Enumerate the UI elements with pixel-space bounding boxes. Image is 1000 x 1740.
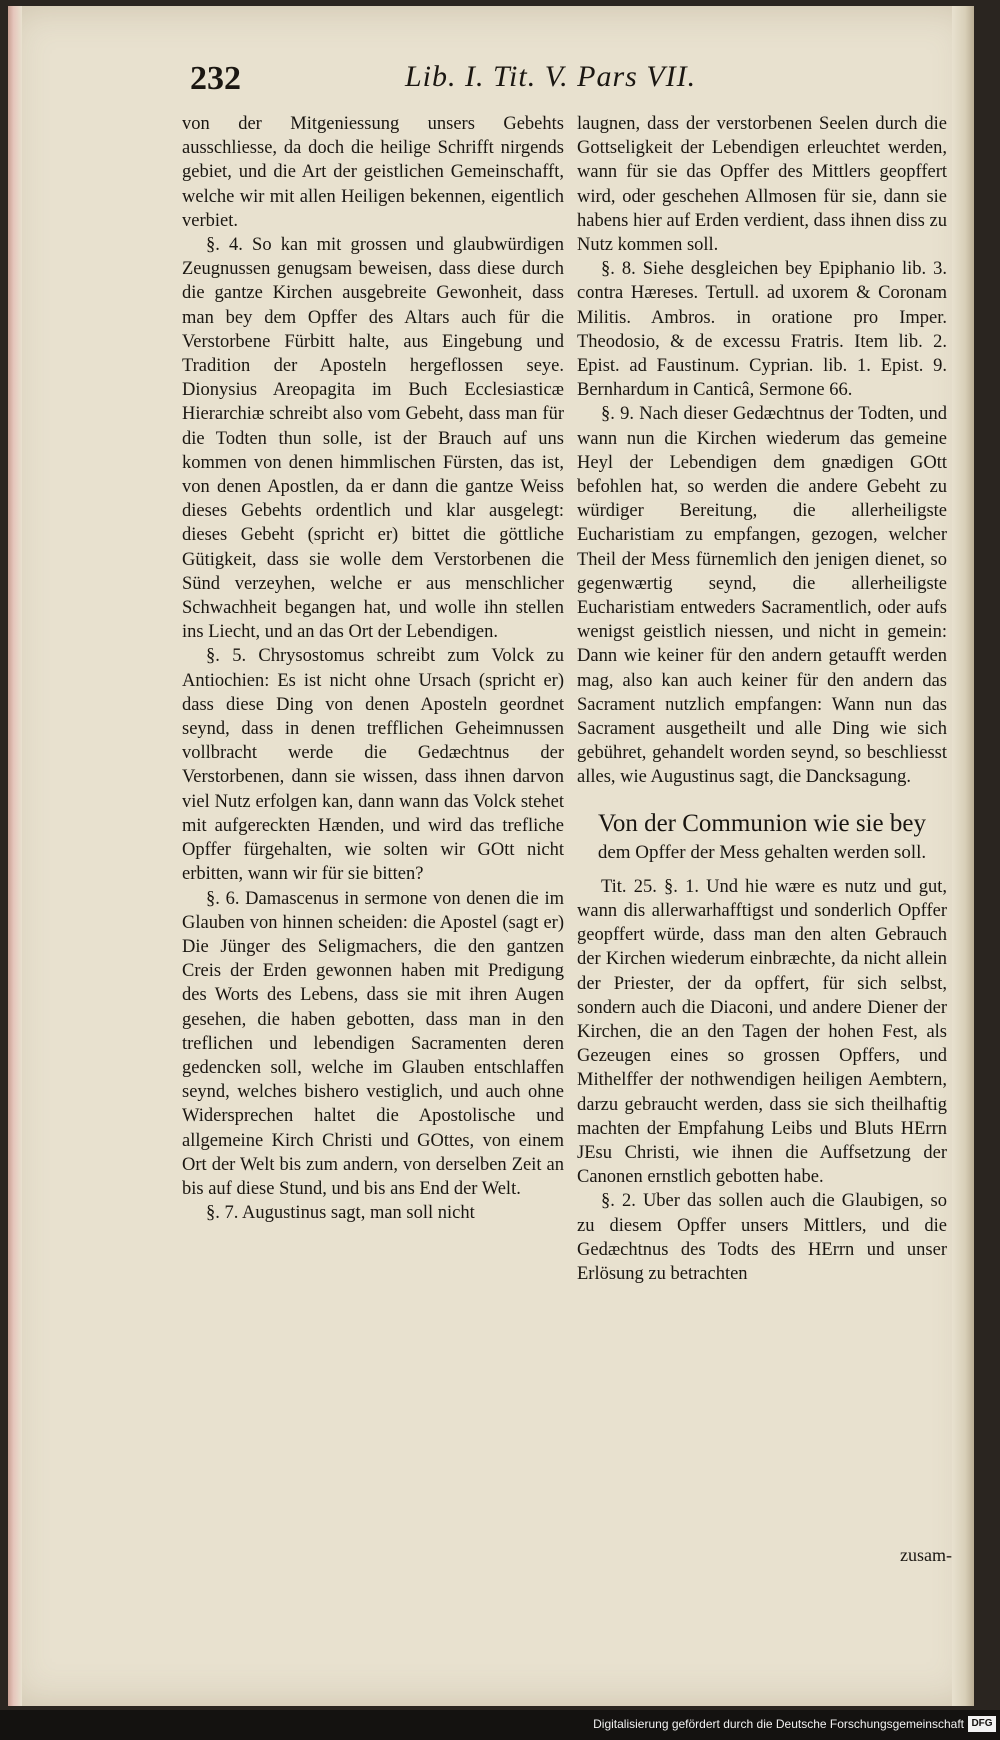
right-column xyxy=(577,112,947,1286)
dfg-logo-icon: DFG xyxy=(968,1716,996,1732)
paragraph: von der Mitgeniessung unsers Gebehts ausschliesse, da doch die heilige Schrifft nirgends gebiet, und die Art der geistlichen Gemeinschafft, welche wir mit allen Heiligen bekennen, eigentlich verbiet. xyxy=(182,114,564,231)
paragraph: Tit. 25. §. 1. Und hie wære es nutz und gut, wann dis allerwarhafftigst und sonderlich Opffer geopffert würde, dass man den alten Gebrauch der Kirchen wiederum einbræchte, da nicht allein der Priester, der da opffert, für sich selbst, sondern auch die Diaconi, und andere Diener der Kirchen, die an den Tagen der hohen Fest, als Gezeugen eines so grossen Opffers, und Mithelffer der nothwendigen heiligen Aembtern, darzu gebraucht werden, dass sie sich theilhaftig machten der Empfahung Leibs und Bluts HErrn JEsu Christi, wie ihnen die Auffsetzung der Canonen ernstlich gebotten habe. xyxy=(577,876,947,1188)
page-header xyxy=(190,60,950,106)
paragraph: §. 8. Siehe desgleichen bey Epiphanio lib. 3. contra Hæreses. Tertull. ad uxorem & Coronam Militis. Ambros. in oratione pro Imper. Theodosio, & de excessu Fratris. Item lib. 2. Epist. ad Faustinum. Cyprian. lib. 1. Epist. 9. Bernhardum in Canticâ, Sermone 66. xyxy=(577,259,947,401)
paragraph: §. 4. So kan mit grossen und glaubwürdigen Zeugnussen genugsam beweisen, dass diese durch die gantze Kirchen ausgebreite Gewonheit, dass man bey dem Opffer des Altars auch für die Verstorbene Fürbitt halte, aus Eingebung und Tradition der Aposteln hergeflossen seye. Dionysius Areopagita im Buch Ecclesiasticæ Hierarchiæ schreibt also vom Gebeht, dass man für die Todten thun solle, ist der Brauch auf uns kommen von denen himmlischen Fürsten, das ist, von denen Apostlen, da er dann die gantze Weiss dieses Gebehts ordentlich und klar ausgelegt: dieses Gebeht (spricht er) bittet die göttliche Gütigkeit, dass sie wolle dem Verstorbenen die Sünd verzeyhen, welche er aus menschlicher Schwachheit begangen hat, und wolle ihn stellen ins Liecht, und an das Ort der Lebendigen. xyxy=(182,235,564,643)
paragraph: §. 6. Damascenus in sermone von denen die im Glauben von hinnen scheiden: die Apostel (sagt er) Die Jünger des Seligmachers, die den gantzen Creis der Erden gewonnen haben mit Predigung des Worts des Lebens, dass sie mit ihren Augen gesehen, die haben gebotten, dass man in den treflichen und lebendigen Sacramenten deren gedencken soll, welche im Glauben entschlaffen seynd, welches bishero vestiglich, und auch ohne Widersprechen haltet die Apostolische und allgemeine Kirch Christi und GOttes, von einem Ort der Welt bis zum andern, von derselben Zeit an bis auf diese Stund, und bis ans End der Welt. xyxy=(182,888,564,1199)
catchword: zusam- xyxy=(900,1545,952,1565)
section-heading-line1: Von der Communion wie sie bey xyxy=(598,809,926,837)
footer-credit: Digitalisierung gefördert durch die Deutsche Forschungsgemeinschaft xyxy=(593,1717,964,1731)
footer-bar xyxy=(0,1710,1000,1740)
page-edge-right xyxy=(952,6,974,1706)
page-edge-left xyxy=(8,6,22,1706)
paragraph: §. 7. Augustinus sagt, man soll nicht xyxy=(206,1203,475,1224)
paragraph: §. 5. Chrysostomus schreibt zum Volck zu Antiochien: Es ist nicht ohne Ursach (spricht er) dass diese Ding von denen Aposteln geordnet seynd, dass in denen trefflichen Geheimnussen vollbracht werde die Gedæchtnus der Verstorbenen, dann sie wissen, dass ihnen darvon viel Nutz erfolgen kan, dann wann das Volck stehet mit aufgereckten Hænden, und wird das trefliche Opffer fürgehalten, wie solten wir GOtt nicht erbitten, wann wir für sie bitten? xyxy=(182,646,564,885)
paragraph: §. 2. Uber das sollen auch die Glaubigen, so zu diesem Opffer unsers Mittlers, und die Gedæchtnus des Todts des HErrn und unser Erlösung zu betrachten xyxy=(577,1191,947,1284)
page-number: 232 xyxy=(190,60,241,97)
paragraph: §. 9. Nach dieser Gedæchtnus der Todten, und wann nun die Kirchen wiederum das gemeine Heyl der Lebendigen dem gnædigen GOtt befohlen hat, so werden die andere Gebeht zu würdiger Bereitung, die allerheiligste Eucharistiam zu empfangen, gezogen, welcher Theil der Mess fürnemlich den jenigen dienet, so gegenwærtig seynd, die allerheiligste Eucharistiam entweders Sacramentlich, oder aufs wenigst geistlich niessen, und nicht in gemein: Dann wie keiner für den andern getaufft werden mag, also kan auch keiner für den andern das Sacrament nutzlich empfangen: Wann nun das Sacrament ausgetheilt und alle Ding wie sich gebühret, gehandelt worden seynd, so beschliesst alles, wie Augustinus sagt, die Dancksagung. xyxy=(577,404,947,788)
paragraph: laugnen, dass der verstorbenen Seelen durch die Gottseligkeit der Lebendigen erleuchtet werden, wann für sie das Opffer des Mittlers geopffert wird, oder geschehen Allmosen für sie, dann sie habens hier auf Erden verdient, dass ihnen diss zu Nutz kommen soll. xyxy=(577,114,947,256)
section-heading-line2: dem Opffer der Mess gehalten werden soll. xyxy=(597,841,927,863)
section-heading xyxy=(577,808,947,865)
left-column xyxy=(182,112,564,1225)
running-head: Lib. I. Tit. V. Pars VII. xyxy=(405,60,697,93)
